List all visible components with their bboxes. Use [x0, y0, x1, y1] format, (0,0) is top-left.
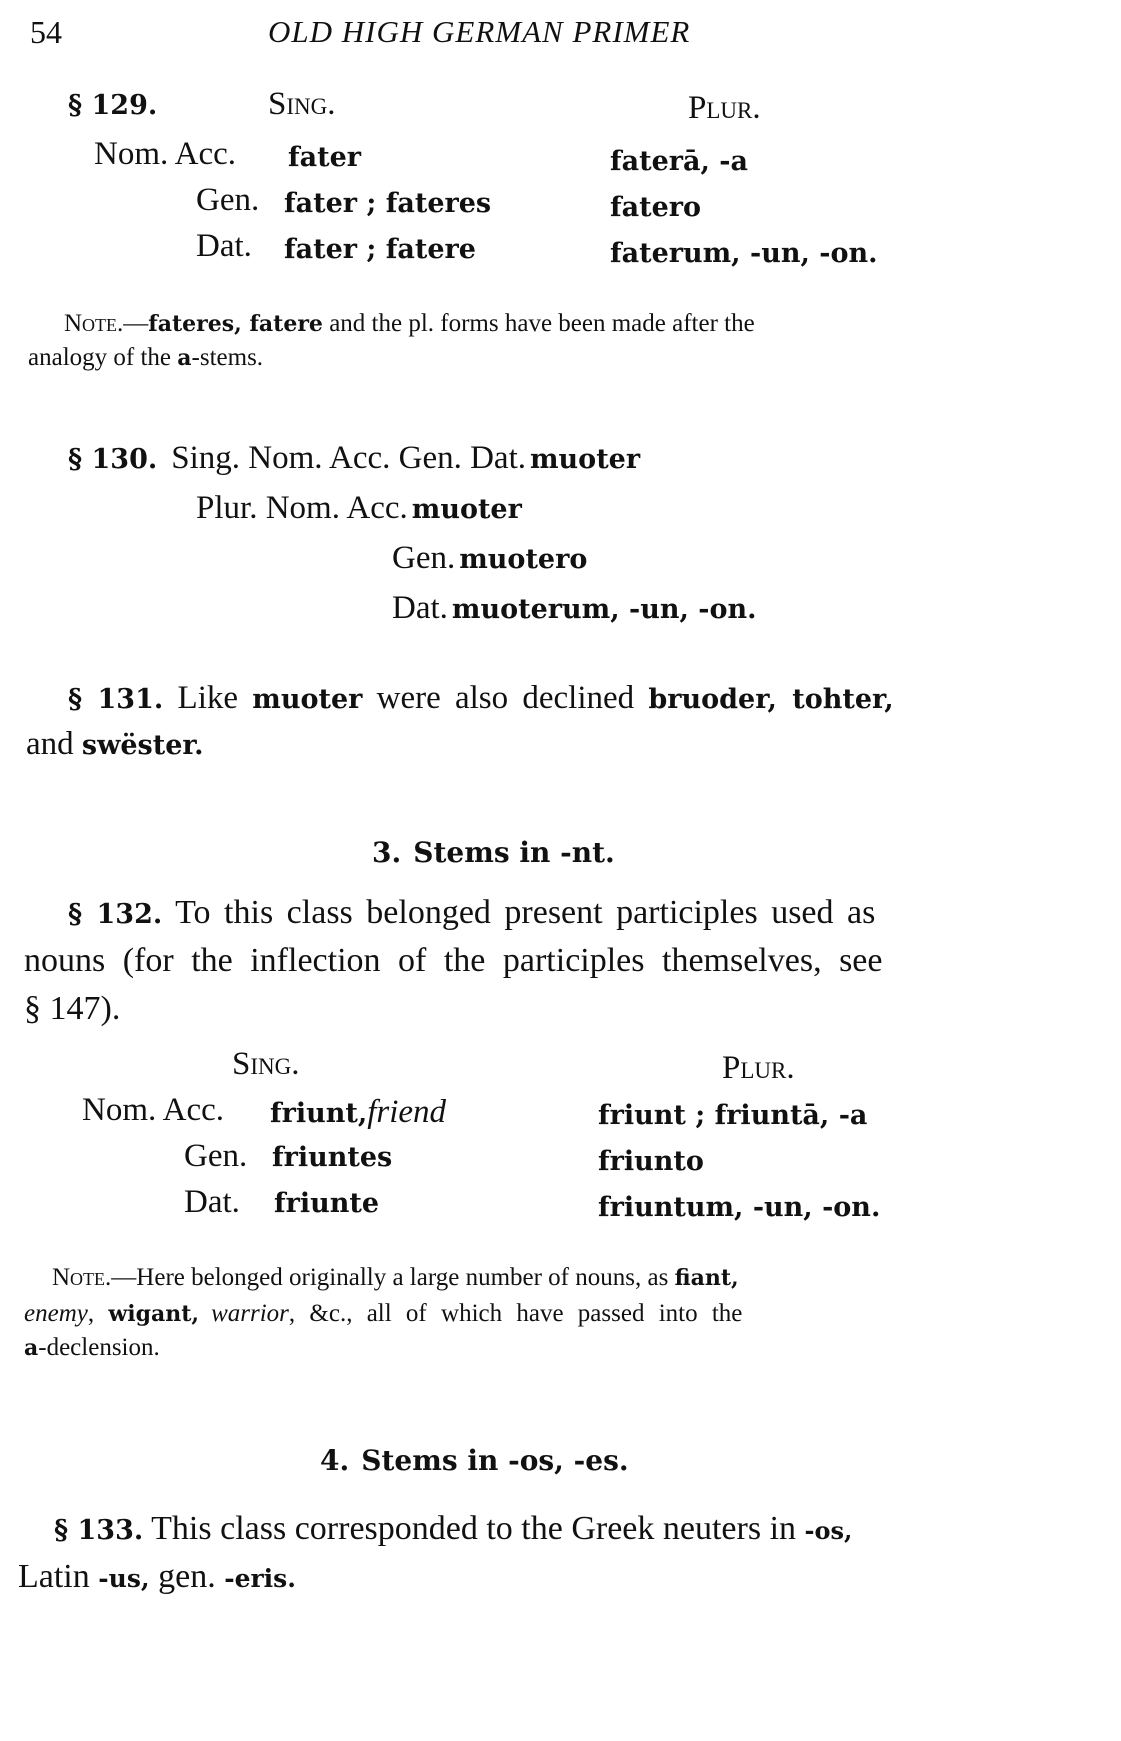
section-number: § 132.	[68, 899, 163, 930]
form: -us,	[98, 1564, 150, 1593]
form: -os,	[804, 1516, 853, 1545]
sing-label: Sing.	[268, 86, 336, 122]
case-label: Sing. Nom. Acc. Gen. Dat.	[171, 440, 526, 476]
section-number: § 129.	[68, 90, 158, 121]
section-heading-3	[372, 836, 615, 869]
note-form: fiant,	[674, 1265, 739, 1291]
running-title: OLD HIGH GERMAN PRIMER	[268, 14, 691, 49]
plur-form: friuntum, -un, -on.	[598, 1192, 881, 1223]
gloss: friend	[367, 1094, 447, 1130]
section-number: § 133.	[54, 1515, 144, 1546]
sing-form: friuntes	[272, 1142, 393, 1173]
sing-form-group	[270, 1094, 446, 1131]
section-number: § 131.	[68, 684, 164, 715]
plur-form: friunto	[598, 1146, 704, 1177]
note-bold-stem: a	[24, 1335, 39, 1361]
sing-label: Sing.	[232, 1046, 300, 1082]
note	[64, 310, 755, 338]
case-label: Gen.	[392, 540, 456, 576]
note-dash: —	[111, 1264, 137, 1291]
note-text: analogy of the	[28, 344, 178, 371]
section-133-line-1	[54, 1510, 852, 1548]
sing-form: friunte	[274, 1188, 380, 1219]
section-130-line-2	[196, 490, 522, 527]
note-text: -declension.	[38, 1334, 160, 1361]
sing-form: fater ; fatere	[284, 234, 476, 265]
plur-label: Plur.	[722, 1050, 795, 1086]
form: -eris.	[224, 1564, 296, 1593]
heading-number: 4.	[320, 1444, 350, 1477]
section-131-line-2	[26, 726, 204, 763]
section-132-line-2: nouns (for the inflection of the participles themselves, see	[24, 942, 883, 979]
text: gen.	[149, 1558, 225, 1595]
note-text: ,	[87, 1300, 109, 1327]
case-label: Dat.	[392, 590, 448, 626]
sing-form: friunt,	[270, 1098, 368, 1129]
form: muoter	[252, 684, 363, 715]
form: muoter	[529, 444, 641, 475]
note-gloss: warrior	[211, 1300, 289, 1327]
note-label: Note.	[52, 1264, 112, 1291]
case-label: Nom. Acc.	[94, 136, 237, 172]
plur-form: faterum, -un, -on.	[610, 238, 878, 269]
heading-number: 3.	[372, 836, 402, 869]
note-label: Note.	[64, 310, 124, 337]
case-label: Nom. Acc.	[82, 1092, 225, 1128]
note-line-3	[24, 1334, 160, 1362]
section-number: § 130.	[68, 444, 158, 475]
section-130-line-3	[392, 540, 587, 577]
case-label: Dat.	[184, 1184, 240, 1220]
case-label: Dat.	[196, 228, 252, 264]
case-label: Plur. Nom. Acc.	[196, 490, 408, 526]
page-number: 54	[30, 14, 62, 50]
section-131-line-1	[68, 680, 894, 717]
note-bold-stem: a	[177, 345, 192, 371]
section-132-line-1	[68, 894, 875, 932]
section-130-line-1	[68, 440, 640, 477]
plur-form: faterā, -a	[610, 146, 748, 177]
heading-text: Stems in -os, -es.	[361, 1444, 629, 1477]
note-gloss: enemy	[24, 1300, 88, 1327]
text: were also declined	[362, 680, 649, 716]
text: To this class belonged present participles used as	[162, 894, 876, 931]
note	[52, 1264, 739, 1292]
form: muoterum, -un, -on.	[451, 594, 757, 625]
section-130-line-4	[392, 590, 757, 627]
section-heading-4	[320, 1444, 629, 1477]
text: This class corresponded to the Greek neuters in	[143, 1510, 805, 1547]
section-133-line-2	[18, 1558, 296, 1596]
case-label: Gen.	[196, 182, 260, 218]
sing-form: fater ; fateres	[284, 188, 492, 219]
case-label: Gen.	[184, 1138, 248, 1174]
note-text: , &c., all of which have passed into the	[288, 1300, 743, 1327]
plur-label: Plur.	[688, 90, 761, 126]
text: Latin	[18, 1558, 99, 1595]
section-132-line-3: § 147).	[24, 990, 121, 1027]
sing-form: fater	[288, 142, 361, 173]
note-text: and the pl. forms have been made after the	[322, 310, 755, 337]
note-form: wigant,	[108, 1301, 200, 1327]
text: and	[26, 726, 82, 762]
note-dash: —	[123, 310, 149, 337]
form: bruoder, tohter,	[648, 684, 894, 715]
note-text: Here belonged originally a large number of nouns, as	[136, 1264, 675, 1291]
form: muoter	[411, 494, 522, 525]
note-line-2	[28, 344, 263, 372]
heading-text: Stems in -nt.	[413, 836, 615, 869]
note-bold-forms: fateres, fatere	[148, 311, 323, 337]
plur-form: friunt ; friuntā, -a	[598, 1100, 868, 1131]
note-line-2	[24, 1300, 742, 1328]
form: muotero	[459, 544, 588, 575]
note-text: -stems.	[191, 344, 264, 371]
plur-form: fatero	[610, 192, 701, 223]
form: swëster.	[81, 730, 204, 761]
text: Like	[163, 680, 253, 716]
